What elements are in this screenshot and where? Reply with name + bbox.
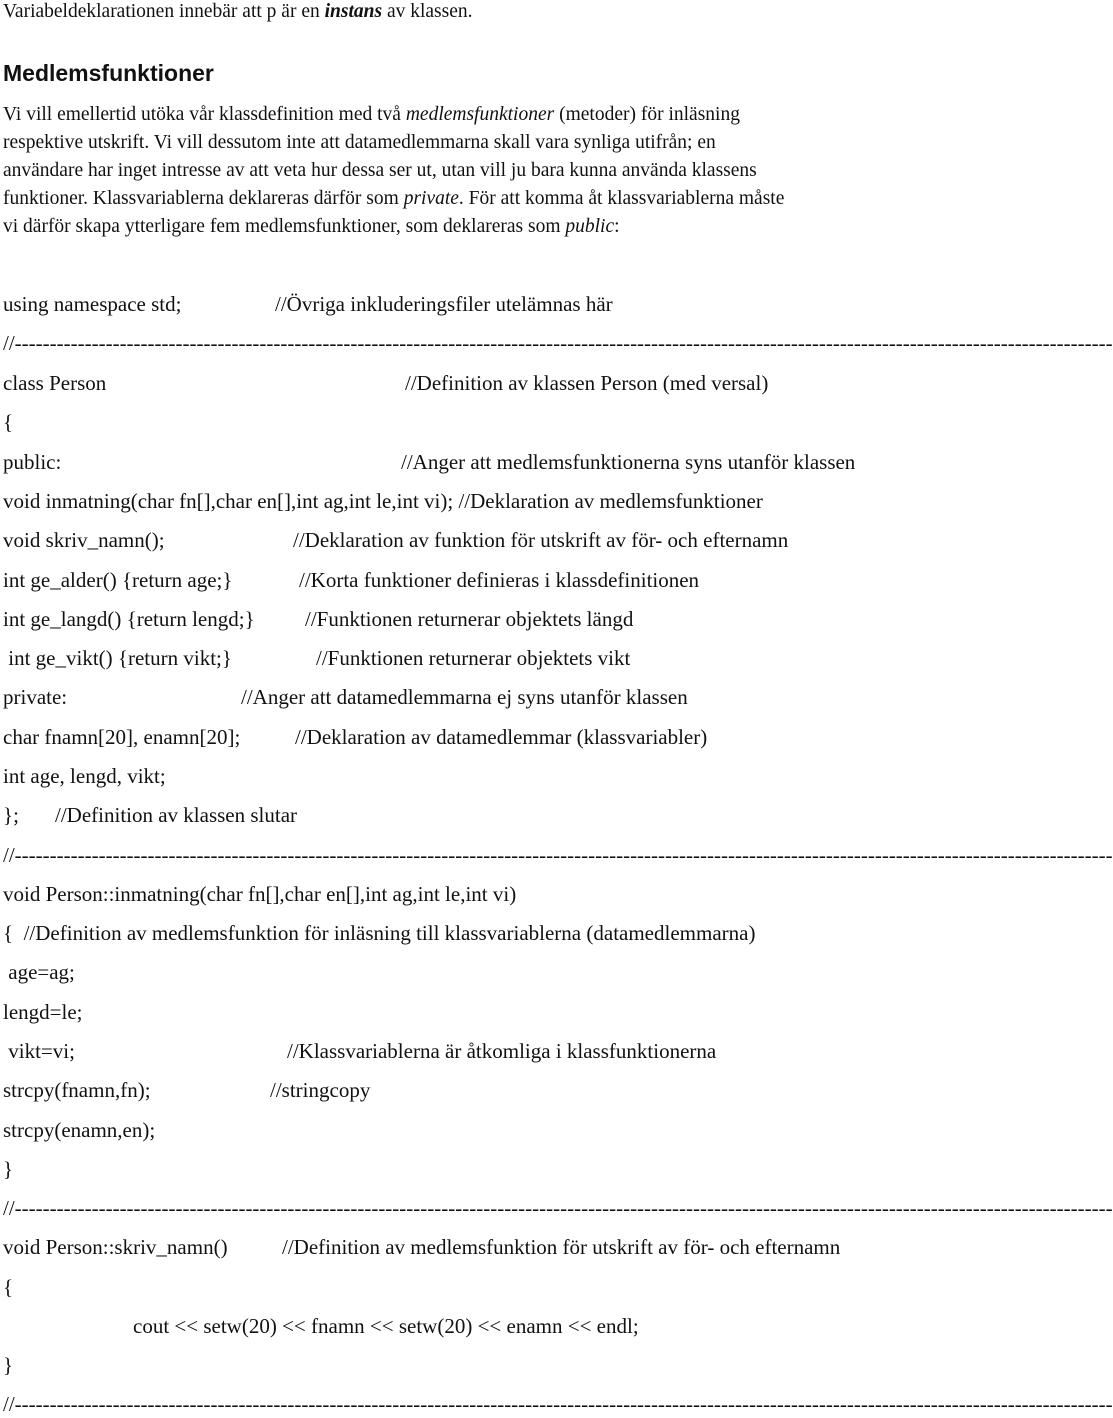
intro-emphasis: instans (324, 1, 383, 22)
code-line: int ge_vikt() {return vikt;} (3, 646, 232, 670)
code-line: char fnamn[20], enamn[20]; (3, 725, 241, 749)
paragraph-line-5 (3, 213, 620, 241)
separator-line: //------------------------------------------------------------------------------------------------------------------------------------------------------------- (3, 843, 1113, 867)
code-comment: //Korta funktioner definieras i klassdefinitionen (299, 568, 700, 592)
p4-text: funktioner. Klassvariablerna deklareras därför som (3, 188, 404, 209)
code-line: strcpy(enamn,en); (3, 1118, 156, 1142)
code-comment: //Deklaration av funktion för utskrift av för- och efternamn (293, 528, 789, 552)
code-line: } (3, 1157, 14, 1181)
p4-text-end: . För att komma åt klassvariablerna måste (458, 188, 785, 209)
paragraph-line-3: användare har inget intresse av att veta hur dessa ser ut, utan vill ju bara kunna använda klassens (3, 160, 757, 181)
p5-text: vi därför skapa ytterligare fem medlemsfunktioner, som deklareras som (3, 216, 566, 237)
p4-emphasis: private (403, 188, 459, 209)
p1-text: Vi vill emellertid utöka vår klassdefinition med två (3, 104, 406, 125)
code-line: }; (3, 803, 19, 827)
section-heading: Medlemsfunktioner (3, 60, 214, 86)
code-line: using namespace std; (3, 292, 182, 316)
code-line: void skriv_namn(); (3, 528, 165, 552)
p5-text-end: : (614, 216, 620, 237)
code-line: vikt=vi; (3, 1039, 75, 1063)
code-comment: //Definition av klassen Person (med versal) (405, 371, 769, 395)
code-comment: //Definition av klassen slutar (55, 803, 298, 827)
separator-line: //------------------------------------------------------------------------------------------------------------------------------------------------------------- (3, 1392, 1113, 1416)
code-line: lengd=le; (3, 1000, 83, 1024)
separator-line: //------------------------------------------------------------------------------------------------------------------------------------------------------------- (3, 331, 1113, 355)
code-line: cout << setw(20) << fnamn << setw(20) << enamn << endl; (133, 1314, 639, 1338)
code-line: } (3, 1353, 14, 1377)
paragraph-line-2: respektive utskrift. Vi vill dessutom inte att datamedlemmarna skall vara synliga utifrån; en (3, 132, 716, 153)
code-comment: //stringcopy (270, 1078, 371, 1102)
code-comment: //Deklaration av datamedlemmar (klassvariabler) (295, 725, 708, 749)
code-line: int ge_alder() {return age;} (3, 568, 233, 592)
code-line: void inmatning(char fn[],char en[],int ag,int le,int vi); //Deklaration av medlemsfunktioner (3, 489, 763, 513)
code-line: int age, lengd, vikt; (3, 764, 166, 788)
code-line: void Person::skriv_namn() (3, 1235, 228, 1259)
intro-line (3, 0, 473, 26)
code-line: { (3, 1275, 14, 1299)
paragraph-line-4 (3, 185, 784, 213)
code-line: { (3, 410, 14, 434)
code-comment: //Anger att medlemsfunktionerna syns utanför klassen (401, 450, 856, 474)
code-line: strcpy(fnamn,fn); (3, 1078, 151, 1102)
code-comment: //Definition av medlemsfunktion för utskrift av för- och efternamn (282, 1235, 841, 1259)
code-line: { //Definition av medlemsfunktion för inläsning till klassvariablerna (datamedlemmarna) (3, 921, 756, 945)
code-line: class Person (3, 371, 107, 395)
code-line: private: (3, 685, 68, 709)
code-line: age=ag; (3, 960, 75, 984)
paragraph-line-1 (3, 101, 740, 129)
separator-line: //------------------------------------------------------------------------------------------------------------------------------------------------------------- (3, 1196, 1113, 1220)
code-comment: //Övriga inkluderingsfiler utelämnas här (275, 292, 613, 316)
code-comment: //Funktionen returnerar objektets vikt (316, 646, 631, 670)
code-line: int ge_langd() {return lengd;} (3, 607, 255, 631)
intro-text-end: av klassen. (382, 1, 473, 22)
p5-emphasis: public (565, 216, 615, 237)
p1-text-end: (metoder) för inläsning (554, 104, 740, 125)
code-comment: //Klassvariablerna är åtkomliga i klassfunktionerna (287, 1039, 717, 1063)
intro-text: Variabeldeklarationen innebär att p är en (3, 1, 325, 22)
code-line: public: (3, 450, 62, 474)
p1-emphasis: medlemsfunktioner (405, 104, 555, 125)
code-comment: //Anger att datamedlemmarna ej syns utanför klassen (241, 685, 688, 709)
code-comment: //Funktionen returnerar objektets längd (305, 607, 634, 631)
code-line: void Person::inmatning(char fn[],char en[],int ag,int le,int vi) (3, 882, 517, 906)
